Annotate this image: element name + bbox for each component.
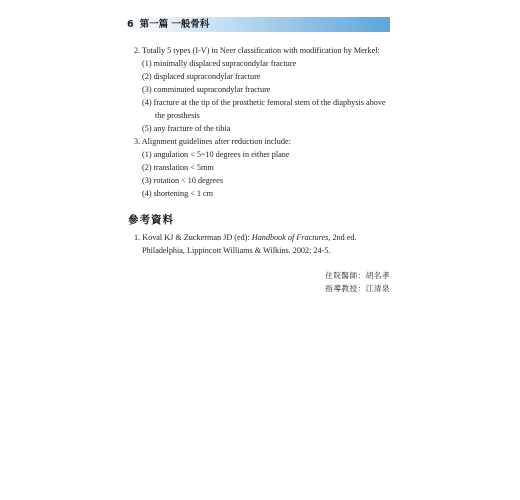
item-2-lead: 2. Totally 5 types (I-V) in Neer classification with modification by Merkel: — [134, 46, 380, 55]
item-2-sub-4-cont: the prosthesis — [155, 111, 200, 120]
section-title: 第一篇 一般骨科 — [139, 19, 210, 30]
item-2-sub-4: (4) fracture at the tip of the prosthetic femoral stem of the diaphysis above — [142, 98, 386, 107]
page-header — [124, 17, 390, 32]
item-3-sub-1: (1) angulation < 5~10 degrees in either plane — [142, 150, 290, 159]
header-text — [127, 18, 209, 31]
page-number: 6 — [127, 19, 134, 30]
advisor-signature: 指導教授：江清泉 — [325, 284, 390, 293]
item-3-sub-3: (3) rotation < 10 degrees — [142, 176, 224, 185]
item-2-sub-3: (3) comminuted supracondylar fracture — [142, 85, 271, 94]
reference-1-line-2: Philadelphia, Lippincott Williams & Wilkins. 2002; 24-5. — [142, 246, 331, 255]
item-3-sub-2: (2) translation < 5mm — [142, 163, 214, 172]
item-2-sub-1: (1) minimally displaced supracondylar fracture — [142, 59, 297, 68]
item-2-sub-5: (5) any fracture of the tibia — [142, 124, 231, 133]
item-2-sub-2: (2) displaced supracondylar fracture — [142, 72, 261, 81]
item-3-lead: 3. Alignment guidelines after reduction include: — [134, 137, 291, 146]
reference-1-line-1 — [134, 231, 357, 244]
item-3-sub-4: (4) shortening < 1 cm — [142, 189, 214, 198]
references-heading: 參考資料 — [128, 214, 174, 226]
resident-signature: 住院醫師：胡名孝 — [325, 271, 390, 280]
reference-1-prefix: 1. Koval KJ & Zuckerman JD (ed): — [134, 233, 252, 242]
reference-1-suffix: , 2nd ed. — [328, 233, 357, 242]
reference-1-title: Handbook of Fractures — [251, 233, 329, 242]
